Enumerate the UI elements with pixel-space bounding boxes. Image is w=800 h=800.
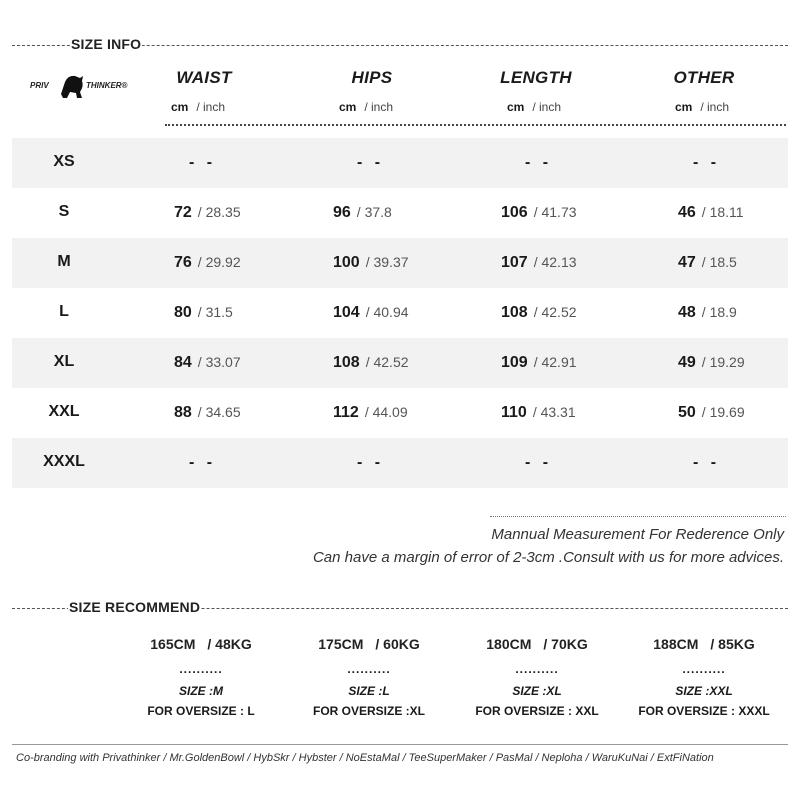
inch-value: / 42.52	[365, 354, 409, 370]
measurement-cell	[501, 254, 577, 272]
empty-value: - -	[357, 454, 385, 471]
table-row	[12, 188, 788, 238]
measurement-cell	[678, 404, 745, 422]
oversize-recommendation: FOR OVERSIZE : XXXL	[638, 704, 770, 718]
measurement-cell	[333, 304, 409, 322]
empty-value: - -	[357, 154, 385, 171]
height-value: 180CM	[486, 636, 532, 652]
co-branding-footer: Co-branding with Privathinker / Mr.GoldenBowl / HybSkr / Hybster / NoEstaMal / TeeSuperMaker / PasMal / Neploha / WaruKuNai / ExtFiNation	[16, 752, 714, 764]
column-header-label: OTHER	[673, 68, 735, 87]
table-row	[12, 438, 788, 488]
weight-value: / 85KG	[710, 636, 755, 652]
cm-value: 108	[333, 354, 360, 371]
measurement-cell	[174, 304, 233, 322]
recommendation-dots: ..........	[179, 662, 223, 676]
inch-value: / 34.65	[197, 404, 241, 420]
cm-value: 107	[501, 254, 528, 271]
recommended-size: SIZE :M	[179, 684, 223, 698]
column-header	[292, 68, 452, 88]
column-header-label: WAIST	[176, 68, 232, 87]
cm-value: 50	[678, 404, 696, 421]
inch-value: / 42.52	[533, 304, 577, 320]
header-divider	[165, 124, 786, 126]
cm-value: 72	[174, 204, 192, 221]
unit-inch: / inch	[532, 100, 562, 114]
size-label: S	[58, 203, 70, 220]
height-weight	[116, 636, 286, 652]
cm-value: 106	[501, 204, 528, 221]
cm-value: 46	[678, 204, 696, 221]
measurement-cell	[501, 304, 577, 322]
column-units	[675, 100, 729, 114]
inch-value: / 19.69	[701, 404, 745, 420]
size-label: L	[59, 303, 69, 320]
inch-value: / 18.9	[701, 304, 737, 320]
oversize-recommendation: FOR OVERSIZE : L	[147, 704, 255, 718]
inch-value: / 44.09	[364, 404, 408, 420]
logo-text-left: PRIV	[30, 81, 49, 90]
weight-value: / 70KG	[543, 636, 588, 652]
inch-value: / 37.8	[356, 204, 392, 220]
column-header-label: LENGTH	[500, 68, 572, 87]
cm-value: 104	[333, 304, 360, 321]
cm-value: 112	[333, 404, 359, 421]
cm-value: 88	[174, 404, 192, 421]
height-value: 188CM	[653, 636, 699, 652]
size-label: M	[57, 253, 71, 270]
inch-value: / 43.31	[532, 404, 576, 420]
measurement-cell	[678, 254, 737, 272]
unit-cm: cm	[675, 100, 693, 114]
inch-value: / 33.07	[197, 354, 241, 370]
column-units	[339, 100, 393, 114]
height-weight	[452, 636, 622, 652]
cm-value: 84	[174, 354, 192, 371]
empty-value: - -	[525, 154, 553, 171]
unit-inch: / inch	[196, 100, 226, 114]
size-recommendation	[619, 636, 789, 718]
column-units	[171, 100, 225, 114]
height-weight	[284, 636, 454, 652]
size-info-title: SIZE INFO	[71, 36, 142, 52]
empty-value: - -	[189, 154, 217, 171]
panther-logo-icon	[58, 72, 86, 98]
inch-value: / 40.94	[365, 304, 409, 320]
size-recommendation	[116, 636, 286, 718]
cm-value: 96	[333, 204, 351, 221]
recommended-size: SIZE :XL	[512, 684, 562, 698]
table-row	[12, 238, 788, 288]
measurement-cell	[678, 354, 745, 372]
inch-value: / 39.37	[365, 254, 409, 270]
footer-rule	[12, 744, 788, 745]
empty-value: - -	[693, 454, 721, 471]
inch-value: / 18.11	[701, 204, 744, 220]
measurement-cell	[333, 354, 409, 372]
unit-inch: / inch	[364, 100, 394, 114]
table-row	[12, 388, 788, 438]
column-units	[507, 100, 561, 114]
empty-value: - -	[189, 454, 217, 471]
table-row	[12, 138, 788, 188]
weight-value: / 48KG	[207, 636, 252, 652]
measurement-cell	[333, 254, 409, 272]
table-row	[12, 338, 788, 388]
measurement-cell	[501, 204, 577, 222]
recommendation-dots: ..........	[682, 662, 726, 676]
inch-value: / 18.5	[701, 254, 737, 270]
size-label: XXXL	[43, 453, 85, 470]
cm-value: 100	[333, 254, 360, 271]
unit-inch: / inch	[700, 100, 730, 114]
empty-value: - -	[693, 154, 721, 171]
measurement-cell	[174, 404, 241, 422]
size-recommendation	[284, 636, 454, 718]
weight-value: / 60KG	[375, 636, 420, 652]
oversize-recommendation: FOR OVERSIZE : XXL	[475, 704, 599, 718]
measurement-cell	[678, 204, 744, 222]
cm-value: 48	[678, 304, 696, 321]
table-row	[12, 288, 788, 338]
column-header-label: HIPS	[351, 68, 393, 87]
note-line-2: Can have a margin of error of 2-3cm .Consult with us for more advices.	[312, 549, 784, 566]
measurement-cell	[333, 204, 392, 222]
cm-value: 109	[501, 354, 528, 371]
column-header	[624, 68, 784, 88]
oversize-recommendation: FOR OVERSIZE :XL	[312, 704, 425, 718]
cm-value: 49	[678, 354, 696, 371]
inch-value: / 29.92	[197, 254, 241, 270]
measurement-cell	[501, 404, 576, 422]
brand-logo	[28, 72, 128, 100]
inch-value: / 42.91	[533, 354, 577, 370]
size-label: XL	[53, 353, 75, 370]
logo-text-right: THINKER®	[86, 81, 128, 90]
note-line-1: Mannual Measurement For Rederence Only	[491, 526, 784, 543]
empty-value: - -	[525, 454, 553, 471]
column-header	[124, 68, 284, 88]
measurement-cell	[333, 404, 408, 422]
cm-value: 47	[678, 254, 696, 271]
inch-value: / 41.73	[533, 204, 577, 220]
unit-cm: cm	[171, 100, 189, 114]
cm-value: 108	[501, 304, 528, 321]
measurement-cell	[174, 254, 241, 272]
cm-value: 110	[501, 404, 527, 421]
cm-value: 80	[174, 304, 192, 321]
recommended-size: SIZE :L	[348, 684, 390, 698]
measurement-cell	[174, 354, 241, 372]
size-recommend-title: SIZE RECOMMEND	[69, 599, 201, 615]
measurement-cell	[174, 204, 241, 222]
size-recommendation	[452, 636, 622, 718]
inch-value: / 19.29	[701, 354, 745, 370]
cm-value: 76	[174, 254, 192, 271]
recommended-size: SIZE :XXL	[675, 684, 733, 698]
inch-value: / 28.35	[197, 204, 241, 220]
column-header	[456, 68, 616, 88]
recommendation-dots: ..........	[347, 662, 391, 676]
size-label: XS	[53, 153, 75, 170]
height-value: 165CM	[150, 636, 196, 652]
height-value: 175CM	[318, 636, 364, 652]
inch-value: / 42.13	[533, 254, 577, 270]
measurement-cell	[678, 304, 737, 322]
inch-value: / 31.5	[197, 304, 233, 320]
unit-cm: cm	[507, 100, 525, 114]
unit-cm: cm	[339, 100, 357, 114]
note-divider	[490, 516, 786, 517]
size-label: XXL	[48, 403, 80, 420]
measurement-cell	[501, 354, 577, 372]
height-weight	[619, 636, 789, 652]
recommendation-dots: ..........	[515, 662, 559, 676]
